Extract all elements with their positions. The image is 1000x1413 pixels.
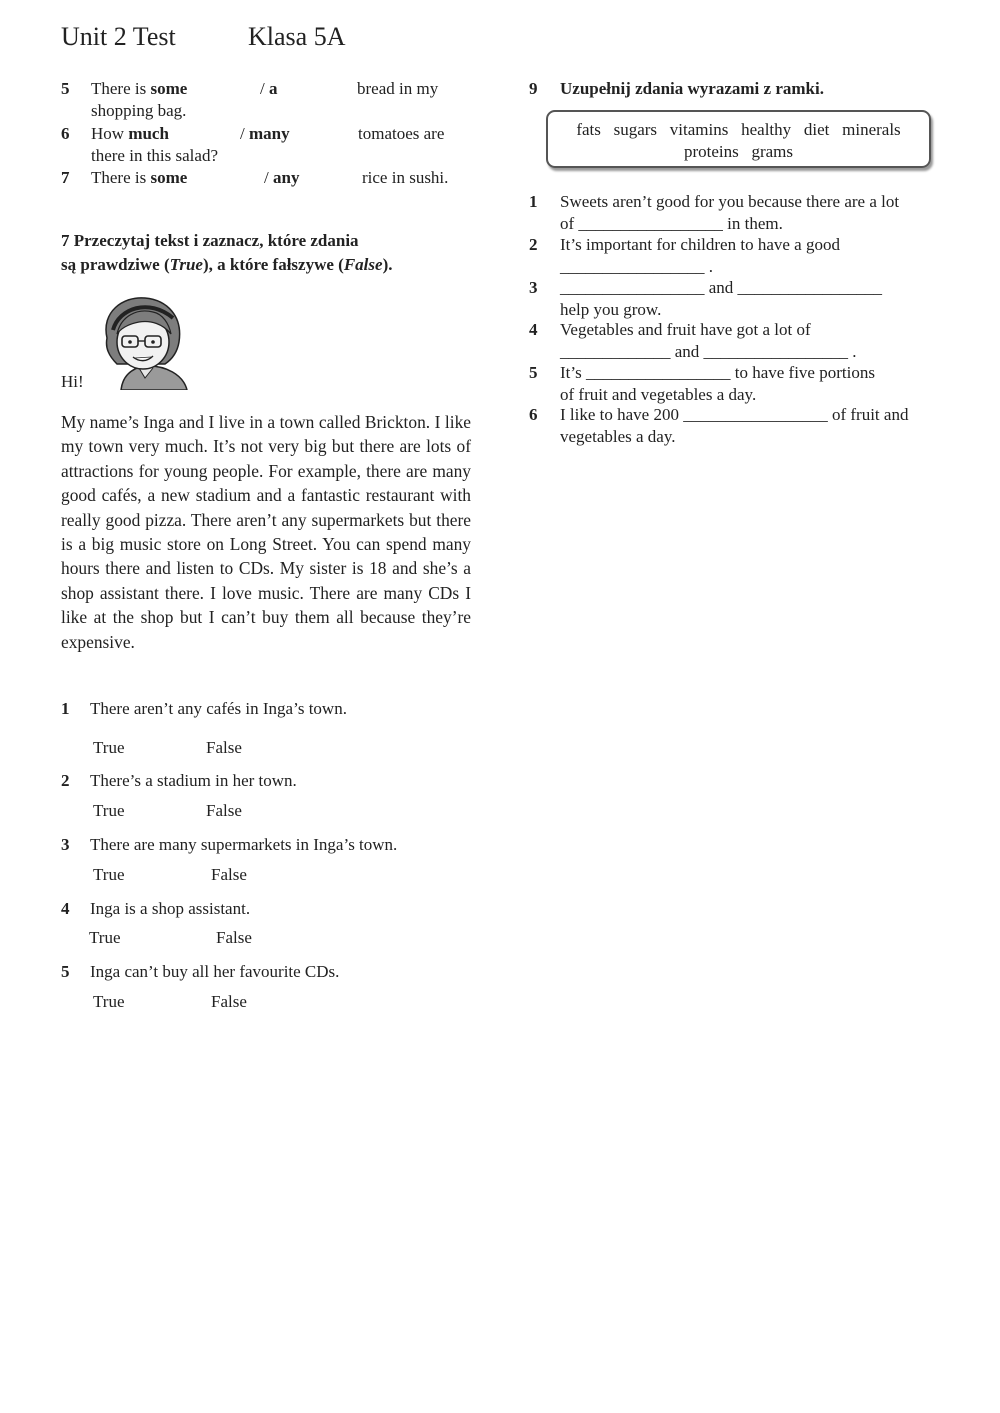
question-number: 4: [61, 899, 70, 918]
option-a[interactable]: a: [268, 79, 278, 98]
item-number: 1: [529, 192, 538, 211]
question-text: There are many supermarkets in Inga’s town.: [90, 835, 398, 854]
item-choice: / any: [264, 168, 300, 187]
item-line2[interactable]: of fruit and vegetables a day.: [560, 384, 757, 404]
question-number: 1: [61, 699, 70, 718]
ex9-number: 9: [529, 79, 538, 98]
item-line2[interactable]: of _________________ in them.: [560, 213, 783, 233]
false-option[interactable]: False: [206, 801, 242, 820]
item-number: 4: [529, 320, 538, 339]
option-some[interactable]: some: [150, 79, 188, 98]
item-number: 2: [529, 235, 538, 254]
gap-fill-item: [529, 234, 949, 277]
question-number: 5: [61, 962, 70, 981]
option-much[interactable]: much: [128, 124, 169, 143]
gap-fill-item: [529, 277, 949, 320]
item-line1[interactable]: It’s _________________ to have five portions: [560, 363, 875, 382]
item-choice: / a: [260, 79, 278, 98]
gap-fill-item: [529, 319, 949, 362]
item-number: 6: [61, 124, 70, 143]
item-post: rice in sushi.: [362, 168, 449, 187]
question-number: 3: [61, 835, 70, 854]
false-option[interactable]: False: [211, 865, 247, 884]
true-option[interactable]: True: [93, 801, 125, 820]
question-number: 2: [61, 771, 70, 790]
item-line2[interactable]: vegetables a day.: [560, 426, 676, 446]
item-text: There is some: [91, 79, 188, 98]
item-line2[interactable]: help you grow.: [560, 299, 662, 319]
item-post: bread in my: [357, 79, 439, 98]
gap-fill-item: [529, 191, 949, 234]
option-any[interactable]: any: [272, 168, 300, 187]
word-box: [546, 110, 931, 168]
false-option[interactable]: False: [211, 992, 247, 1011]
gap-fill-item: [529, 362, 949, 405]
question-text: There’s a stadium in her town.: [90, 771, 297, 790]
class-title: Klasa 5A: [248, 22, 346, 51]
item-text: How much: [91, 124, 169, 143]
option-some[interactable]: some: [150, 168, 188, 187]
item-line1[interactable]: Vegetables and fruit have got a lot of: [560, 320, 811, 339]
item-number: 3: [529, 278, 538, 297]
reading-text: My name’s Inga and I live in a town called Brickton. I like my town very much. It’s not very big but there are lots of attractions for young people. For example, there are many good cafés, a new stadium and a fantastic restaurant with really good pizza. There aren’t any supermarkets but there is a big music store on Long Street. You can spend many hours there and listen to CDs. My sister is 18 and she’s a shop assistant there. I love music. There are many CDs I like at the shop but I can’t buy them all because they’re expensive.: [61, 412, 471, 652]
item-number: 6: [529, 405, 538, 424]
greeting: Hi!: [61, 372, 84, 391]
option-many[interactable]: many: [248, 124, 290, 143]
unit-title: Unit 2 Test: [61, 22, 176, 51]
item-text: There is some: [91, 168, 188, 187]
ex7-heading-line1: 7 Przeczytaj tekst i zaznacz, które zdania: [61, 231, 359, 250]
true-option[interactable]: True: [93, 992, 125, 1011]
true-option[interactable]: True: [93, 738, 125, 757]
item-post: tomatoes are: [358, 124, 445, 143]
question-text: Inga is a shop assistant.: [90, 899, 251, 918]
item-line2[interactable]: _________________ .: [560, 256, 713, 276]
item-cont: there in this salad?: [91, 146, 218, 165]
false-option[interactable]: False: [206, 738, 242, 757]
item-cont: shopping bag.: [91, 101, 187, 120]
question-text: Inga can’t buy all her favourite CDs.: [90, 962, 340, 981]
gap-fill-item: [529, 404, 949, 447]
item-line1[interactable]: Sweets aren’t good for you because there are a lot: [560, 192, 900, 211]
item-line1[interactable]: _________________ and _________________: [560, 278, 883, 297]
item-choice: / many: [240, 124, 290, 143]
item-line1[interactable]: I like to have 200 _________________ of fruit and: [560, 405, 909, 424]
word-box-line1: fats sugars vitamins healthy diet minerals: [576, 120, 901, 139]
word-box-line2: proteins grams: [683, 142, 794, 161]
item-number: 5: [61, 79, 70, 98]
true-option[interactable]: True: [89, 928, 121, 947]
ex9-heading: Uzupełnij zdania wyrazami z ramki.: [560, 79, 824, 98]
true-option[interactable]: True: [93, 865, 125, 884]
inga-avatar: [93, 294, 189, 390]
question-text: There aren’t any cafés in Inga’s town.: [90, 699, 347, 718]
item-number: 5: [529, 363, 538, 382]
item-line2[interactable]: _____________ and _________________ .: [560, 341, 857, 361]
false-option[interactable]: False: [216, 928, 252, 947]
ex7-heading-line2: są prawdziwe (True), a które fałszywe (False).: [61, 255, 393, 274]
item-line1[interactable]: It’s important for children to have a good: [560, 235, 840, 254]
item-number: 7: [61, 168, 70, 187]
